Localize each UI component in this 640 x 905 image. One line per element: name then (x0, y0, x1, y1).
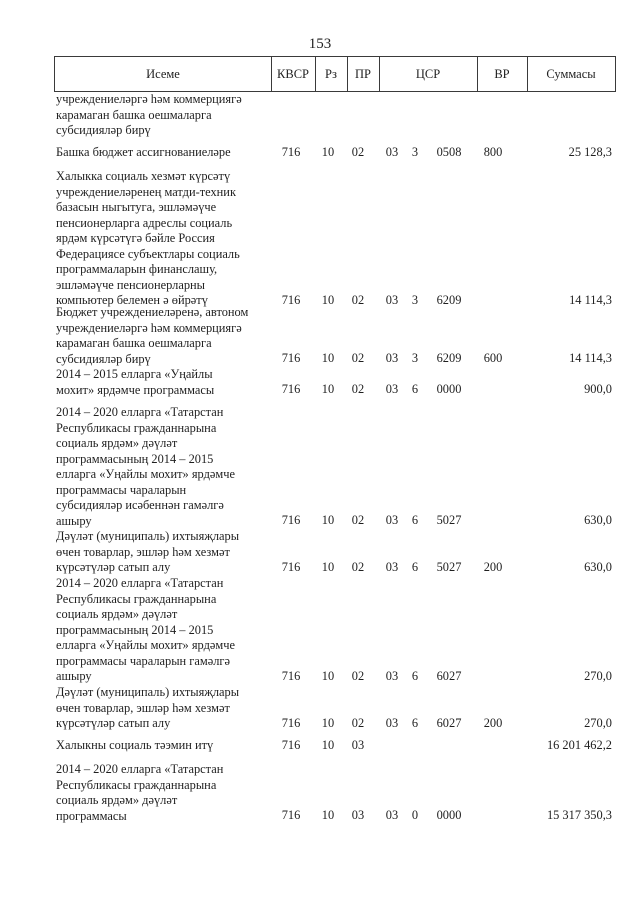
row-rz: 10 (321, 669, 335, 683)
row-name-line: 2014 – 2020 елларга «Татарстан (56, 576, 224, 590)
row-name-line: социаль ярдәм» дәүләт (56, 793, 178, 807)
row-rz: 10 (321, 293, 335, 307)
row-pr: 02 (351, 560, 365, 574)
row-name-line: субсидияләр бирү (56, 123, 151, 137)
row-rz: 10 (321, 382, 335, 396)
row-sum: 25 128,3 (568, 145, 612, 159)
row-name-line: программасы (56, 808, 127, 823)
row-name-line: 2014 – 2015 елларга «Уңайлы (56, 367, 213, 381)
row-name-line: мохит» ярдәмче программасы (56, 382, 215, 397)
row-name (56, 576, 262, 685)
row-csr-subprogram: 3 (411, 351, 419, 365)
row-pr: 02 (351, 293, 365, 307)
row-kvsr: 716 (281, 560, 301, 574)
row-csr-program: 03 (385, 808, 399, 822)
row-kvsr: 716 (281, 382, 301, 396)
row-rz: 10 (321, 513, 335, 527)
row-name-line: карамаган башка оешмаларга (56, 107, 212, 122)
row-name-line: 2014 – 2020 елларга «Татарстан (56, 405, 224, 419)
row-kvsr: 716 (281, 351, 301, 365)
row-csr-item: 0000 (436, 808, 462, 822)
row-name-line: программасының 2014 – 2015 (56, 622, 214, 637)
header-sum: Суммасы (546, 67, 596, 81)
row-csr-program: 03 (385, 351, 399, 365)
row-csr-subprogram: 3 (411, 145, 419, 159)
row-csr-item: 6027 (436, 716, 462, 730)
row-name-line: субсидияләр исәбеннән гамәлгә (56, 498, 224, 512)
row-csr-program: 03 (385, 382, 399, 396)
row-csr-program: 03 (385, 513, 399, 527)
row-kvsr: 716 (281, 738, 301, 752)
row-name-line: учреждениеләргә һәм коммерциягә (56, 92, 242, 106)
row-name-line: ашыру (56, 513, 92, 528)
row-name (56, 762, 262, 824)
row-vr: 200 (483, 560, 503, 574)
row-rz: 10 (321, 738, 335, 752)
row-csr-subprogram: 0 (411, 808, 419, 822)
row-rz: 10 (321, 351, 335, 365)
row-name-line: өчен товарлар, эшләр һәм хезмәт (56, 700, 230, 715)
row-pr: 02 (351, 716, 365, 730)
row-name-line: компьютер белемен ә өйрәтү (56, 293, 208, 307)
row-name (56, 405, 262, 529)
row-csr-subprogram: 6 (411, 560, 419, 574)
row-sum: 630,0 (584, 513, 612, 527)
row-name-line: Республикасы гражданнарына (56, 420, 217, 435)
row-name (56, 738, 262, 754)
row-pr: 02 (351, 513, 365, 527)
row-csr-item: 5027 (436, 513, 462, 527)
row-rz: 10 (321, 808, 335, 822)
row-csr-program: 03 (385, 145, 399, 159)
row-name-line: базасын ныгытуга, эшләмәүче (56, 200, 217, 214)
row-name-line: социаль ярдәм» дәүләт (56, 436, 178, 450)
row-name-line: ашыру (56, 669, 92, 683)
row-name (56, 367, 262, 398)
header-vr: ВР (494, 67, 510, 81)
row-name-line: күрсәтүләр сатып алу (56, 560, 171, 574)
row-csr-item: 6027 (436, 669, 462, 683)
row-sum: 900,0 (584, 382, 612, 396)
row-csr-item: 6209 (436, 351, 462, 365)
row-name-line: программасының 2014 – 2015 (56, 451, 214, 466)
row-name-line: учреждениеләргә һәм коммерциягә (56, 320, 242, 335)
row-name (56, 92, 262, 139)
row-rz: 10 (321, 145, 335, 159)
row-csr-subprogram: 3 (411, 293, 419, 307)
row-name-line: Халыкка социаль хезмәт күрсәтү (56, 169, 231, 183)
row-name-line: ярдәм күрсәтүгә бәйле Россия (56, 231, 215, 245)
row-pr: 02 (351, 669, 365, 683)
row-csr-item: 0508 (436, 145, 462, 159)
header-csr: ЦСР (415, 67, 441, 81)
row-name-line: субсидияләр бирү (56, 351, 151, 366)
row-kvsr: 716 (281, 808, 301, 822)
row-name-line: елларга «Уңайлы мохит» ярдәмче (56, 467, 235, 481)
row-kvsr: 716 (281, 513, 301, 527)
row-kvsr: 716 (281, 145, 301, 159)
row-name-line: учреждениеләренең матди-техник (56, 184, 236, 199)
row-kvsr: 716 (281, 669, 301, 683)
row-name-line: социаль ярдәм» дәүләт (56, 607, 178, 621)
row-pr: 03 (351, 808, 365, 822)
row-vr: 200 (483, 716, 503, 730)
row-name-line: өчен товарлар, эшләр һәм хезмәт (56, 544, 230, 559)
row-csr-program: 03 (385, 716, 399, 730)
row-name (56, 685, 262, 732)
row-sum: 270,0 (584, 669, 612, 683)
page-number: 153 (308, 36, 332, 52)
row-pr: 02 (351, 145, 365, 159)
row-name-line: Башка бюджет ассигнованиеләре (56, 145, 231, 159)
row-name-line: пенсионерларга адреслы социаль (56, 215, 233, 230)
row-name-line: Республикасы гражданнарына (56, 777, 217, 792)
row-csr-item: 5027 (436, 560, 462, 574)
row-name (56, 145, 262, 161)
row-name (56, 305, 262, 367)
row-name-line: Халыкны социаль тәэмин итү (56, 738, 214, 752)
row-csr-subprogram: 6 (411, 669, 419, 683)
row-sum: 270,0 (584, 716, 612, 730)
row-csr-subprogram: 6 (411, 513, 419, 527)
row-sum: 16 201 462,2 (546, 738, 612, 752)
row-csr-subprogram: 6 (411, 716, 419, 730)
row-pr: 02 (351, 351, 365, 365)
row-name-line: эшләмәүче пенсионерларны (56, 277, 205, 292)
row-sum: 630,0 (584, 560, 612, 574)
row-sum: 15 317 350,3 (546, 808, 612, 822)
row-csr-program: 03 (385, 560, 399, 574)
row-csr-item: 0000 (436, 382, 462, 396)
row-csr-item: 6209 (436, 293, 462, 307)
row-name-line: елларга «Уңайлы мохит» ярдәмче (56, 638, 235, 652)
header-rz: Рз (325, 67, 337, 81)
row-name-line: Республикасы гражданнарына (56, 591, 217, 606)
row-name-line: программасы чараларын (56, 482, 187, 497)
row-kvsr: 716 (281, 293, 301, 307)
row-name (56, 529, 262, 576)
row-name-line: Федерациясе субъектлары социаль (56, 246, 240, 261)
row-name-line: Дәүләт (муниципаль) ихтыяҗлары (56, 685, 240, 699)
row-csr-subprogram: 6 (411, 382, 419, 396)
header-kvsr: КВСР (277, 67, 309, 81)
row-vr: 600 (483, 351, 503, 365)
row-name-line: программаларын финанслашу, (56, 262, 218, 276)
row-pr: 03 (351, 738, 365, 752)
table-header (54, 56, 616, 92)
row-name-line: күрсәтүләр сатып алу (56, 716, 171, 730)
row-kvsr: 716 (281, 716, 301, 730)
row-name-line: карамаган башка оешмаларга (56, 336, 212, 350)
row-name-line: Бюджет учреждениеләренә, автоном (56, 305, 249, 319)
header-name: Исеме (146, 67, 180, 81)
row-name (56, 169, 262, 309)
row-csr-program: 03 (385, 669, 399, 683)
row-sum: 14 114,3 (569, 351, 612, 365)
row-csr-program: 03 (385, 293, 399, 307)
row-rz: 10 (321, 560, 335, 574)
row-name-line: Дәүләт (муниципаль) ихтыяҗлары (56, 529, 240, 543)
row-vr: 800 (483, 145, 503, 159)
row-name-line: 2014 – 2020 елларга «Татарстан (56, 762, 224, 776)
row-rz: 10 (321, 716, 335, 730)
header-pr: ПР (355, 67, 371, 81)
row-pr: 02 (351, 382, 365, 396)
row-sum: 14 114,3 (569, 293, 612, 307)
row-name-line: программасы чараларын гамәлгә (56, 653, 230, 668)
